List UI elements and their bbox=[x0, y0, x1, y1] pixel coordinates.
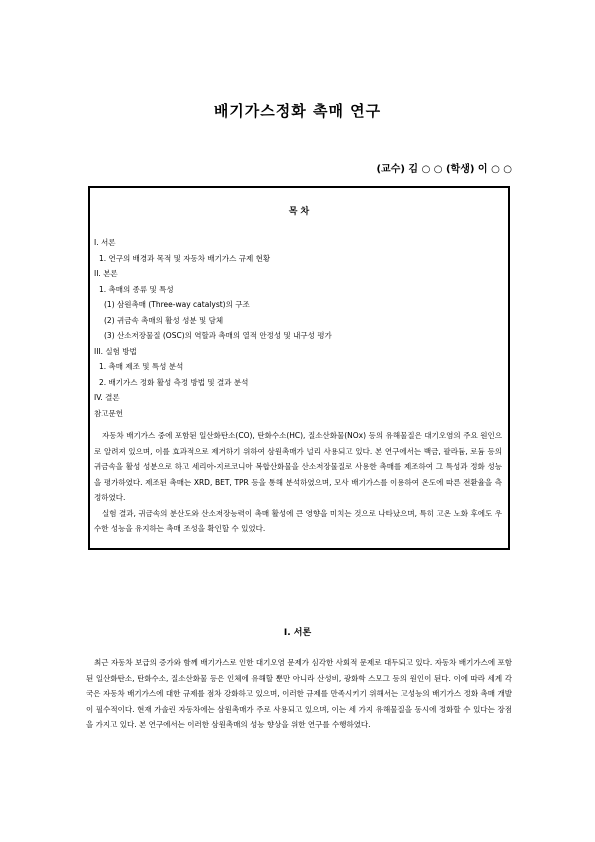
toc-item: 1. 연구의 배경과 목적 및 자동차 배기가스 규제 현황 bbox=[99, 253, 271, 263]
toc-item: (3) 산소저장물질 (OSC)의 역할과 촉매의 열적 안정성 및 내구성 평가 bbox=[104, 331, 332, 340]
toc-item: 1. 촉매 제조 및 특성 분석 bbox=[99, 362, 184, 371]
toc-item: 1. 촉매의 종류 및 특성 bbox=[99, 284, 174, 294]
toc-item: IV. 결론 bbox=[94, 393, 120, 402]
toc-item: III. 실험 방법 bbox=[94, 346, 137, 356]
toc-item: (2) 귀금속 촉매의 활성 성분 및 담체 bbox=[104, 315, 224, 325]
body-text bbox=[86, 655, 512, 733]
abstract-paragraph: 실험 결과, 귀금속의 분산도와 산소저장능력이 촉매 활성에 큰 영향을 미치는 것으로 나타났으며, 특히 고온 노화 후에도 우수한 성능을 유지하는 촉매 조성을 확인할 수 있었다. bbox=[94, 508, 502, 533]
toc-item: 2. 배기가스 정화 활성 측정 방법 및 결과 분석 bbox=[99, 377, 249, 387]
body-paragraph: 최근 자동차 보급의 증가와 함께 배기가스로 인한 대기오염 문제가 심각한 사회적 문제로 대두되고 있다. 자동차 배기가스에 포함된 일산화탄소, 탄화수소, 질소산화물 등은 인체에 유해할 뿐만 아니라 산성비, 광화학 스모그 등의 원인이 된다. 이에 따라 세계 각국은 자동차 배기가스에 대한 규제를 점차 강화하고 있으며, 이러한 규제를 만족시키기 위해서는 고성능의 배기가스 정화 촉매 개발이 필수적이다. 현재 가솔린 자동차에는 삼원촉매가 주로 사용되고 있으며, 이는 세 가지 유해물질을 동시에 정화할 수 있다는 장점을 가지고 있다. 본 연구에서는 이러한 삼원촉매의 성능 향상을 위한 연구를 수행하였다. bbox=[86, 658, 512, 729]
table-of-contents-box bbox=[88, 186, 510, 550]
toc-heading: 목 차 bbox=[288, 207, 310, 217]
toc-item: I. 서론 bbox=[94, 238, 116, 247]
abstract-paragraph: 자동차 배기가스 중에 포함된 일산화탄소(CO), 탄화수소(HC), 질소산화물(NOx) 등의 유해물질은 대기오염의 주요 원인으로 알려져 있으며, 이를 효과적으로 제거하기 위하여 삼원촉매가 널리 사용되고 있다. 본 연구에서는 백금, 팔라듐, 로듐 등의 귀금속을 활성 성분으로 하고 세리아-지르코니아 복합산화물을 산소저장물질로 사용한 촉매를 제조하여 그 특성과 정화 성능을 평가하였다. 제조된 촉매는 XRD, BET, TPR 등을 통해 분석하였으며, 모사 배기가스를 이용하여 온도에 따른 전환율을 측정하였다. bbox=[94, 431, 502, 502]
toc-item: (1) 삼원촉매 (Three-way catalyst)의 구조 bbox=[104, 300, 250, 309]
abstract bbox=[94, 428, 502, 537]
toc-item: 참고문헌 bbox=[94, 408, 123, 418]
section-heading: I. 서론 bbox=[283, 628, 312, 638]
toc-item: II. 본론 bbox=[94, 269, 118, 278]
document-title: 배기가스정화 촉매 연구 bbox=[213, 102, 382, 120]
toc-list bbox=[94, 235, 502, 421]
author-line: (교수) 김 ○ ○ (학생) 이 ○ ○ bbox=[376, 164, 512, 175]
